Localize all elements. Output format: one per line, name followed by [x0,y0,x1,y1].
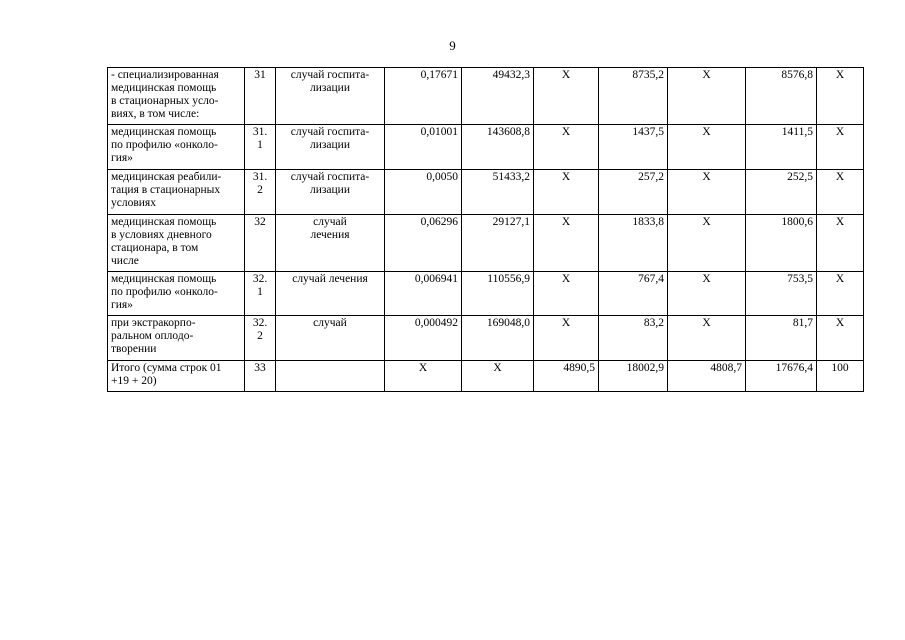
row-value-2: 51433,2 [462,170,534,215]
row-unit: случай госпита- лизации [276,68,385,125]
row-value-7: Х [817,272,864,316]
row-value-7: Х [817,125,864,170]
row-unit: случай госпита- лизации [276,170,385,215]
row-unit [276,361,385,392]
row-value-3: Х [534,68,599,125]
row-value-5: Х [668,215,746,272]
table-row [108,170,864,215]
row-unit: случай лечения [276,272,385,316]
table-row [108,272,864,316]
row-value-1: Х [385,361,462,392]
table-row [108,316,864,361]
row-value-4: 257,2 [599,170,668,215]
row-name: при экстракорпо- ральном оплодо- творении [108,316,245,361]
row-value-3: Х [534,125,599,170]
row-value-5: Х [668,68,746,125]
row-value-3: Х [534,272,599,316]
row-value-6: 8576,8 [746,68,817,125]
row-value-3: Х [534,215,599,272]
row-value-5: Х [668,316,746,361]
row-number: 31. 1 [245,125,276,170]
row-value-4: 83,2 [599,316,668,361]
row-name: Итого (сумма строк 01 +19 + 20) [108,361,245,392]
row-value-6: 1800,6 [746,215,817,272]
row-value-3: Х [534,170,599,215]
row-value-5: Х [668,125,746,170]
row-name: медицинская реабили- тация в стационарных условиях [108,170,245,215]
row-value-4: 18002,9 [599,361,668,392]
table-row [108,215,864,272]
row-value-2: 110556,9 [462,272,534,316]
row-number: 32 [245,215,276,272]
row-value-5: Х [668,272,746,316]
row-value-4: 1437,5 [599,125,668,170]
row-value-3: 4890,5 [534,361,599,392]
row-value-5: Х [668,170,746,215]
row-value-2: 143608,8 [462,125,534,170]
row-value-7: Х [817,316,864,361]
row-value-6: 252,5 [746,170,817,215]
row-value-2: 169048,0 [462,316,534,361]
row-name: медицинская помощь по профилю «онколо- гия» [108,272,245,316]
row-value-2: Х [462,361,534,392]
row-value-1: 0,17671 [385,68,462,125]
row-number: 32. 2 [245,316,276,361]
row-value-7: Х [817,68,864,125]
row-name: медицинская помощь по профилю «онколо- гия» [108,125,245,170]
row-value-2: 49432,3 [462,68,534,125]
row-value-7: Х [817,215,864,272]
row-value-6: 17676,4 [746,361,817,392]
row-value-1: 0,0050 [385,170,462,215]
table-row [108,68,864,125]
row-value-3: Х [534,316,599,361]
row-number: 32. 1 [245,272,276,316]
row-number: 31 [245,68,276,125]
row-value-7: 100 [817,361,864,392]
row-value-1: 0,06296 [385,215,462,272]
row-value-6: 81,7 [746,316,817,361]
row-value-6: 753,5 [746,272,817,316]
row-value-6: 1411,5 [746,125,817,170]
row-value-4: 8735,2 [599,68,668,125]
row-unit: случай лечения [276,215,385,272]
row-unit: случай госпита- лизации [276,125,385,170]
row-value-1: 0,006941 [385,272,462,316]
row-value-1: 0,000492 [385,316,462,361]
table-row-total [108,361,864,392]
page-number: 9 [449,38,456,53]
row-number: 33 [245,361,276,392]
row-name: медицинская помощь в условиях дневного стационара, в том числе [108,215,245,272]
row-value-1: 0,01001 [385,125,462,170]
row-unit: случай [276,316,385,361]
row-number: 31. 2 [245,170,276,215]
financing-table [107,67,864,392]
row-value-4: 1833,8 [599,215,668,272]
row-value-7: Х [817,170,864,215]
row-value-2: 29127,1 [462,215,534,272]
row-name: - специализированная медицинская помощь в стационарных усло- виях, в том числе: [108,68,245,125]
row-value-5: 4808,7 [668,361,746,392]
table-row [108,125,864,170]
row-value-4: 767,4 [599,272,668,316]
